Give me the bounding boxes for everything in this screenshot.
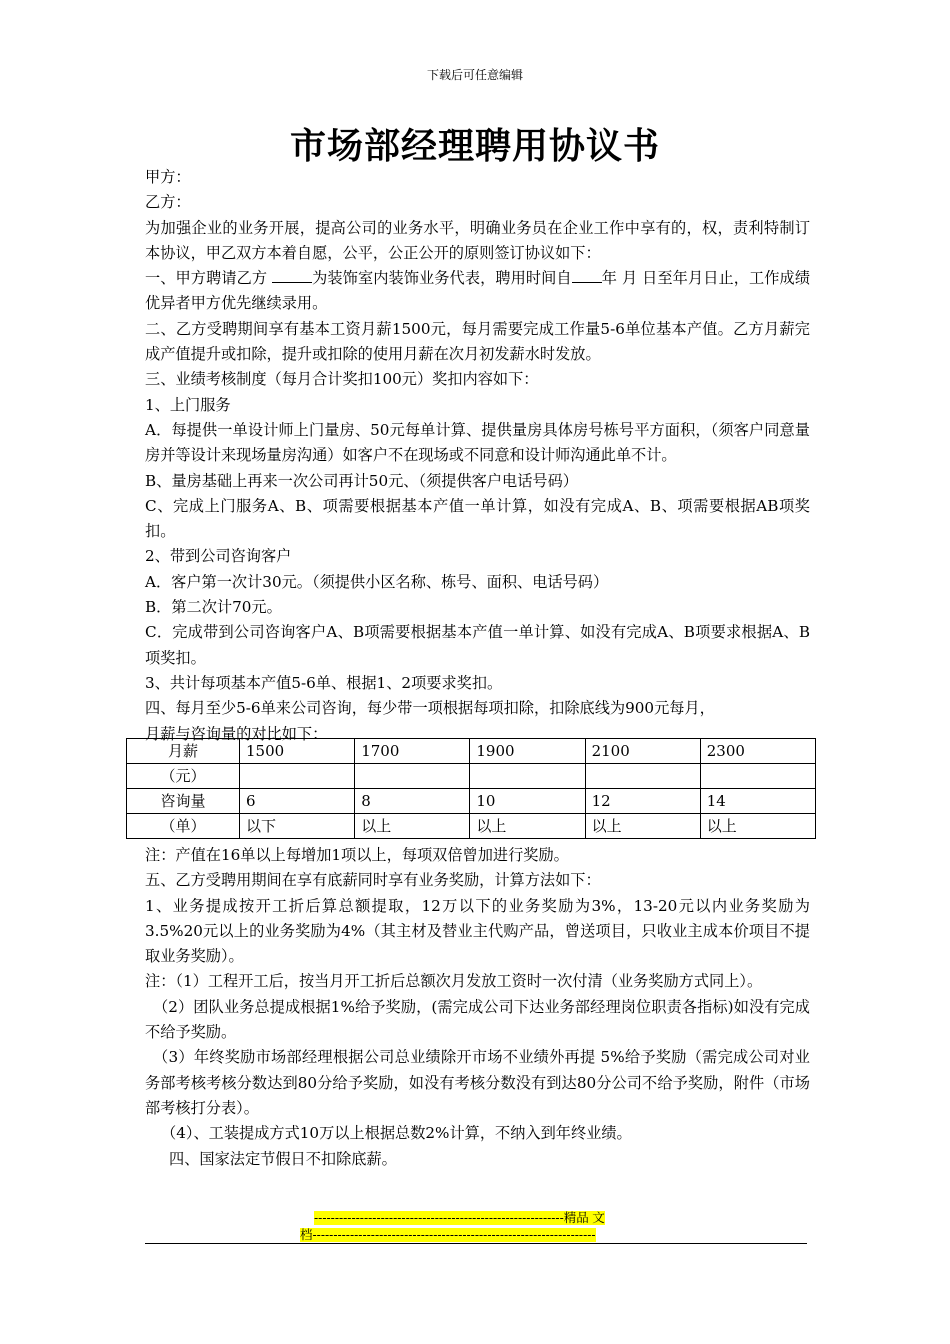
table-cell [470, 764, 585, 789]
footer-line-2: 档-------------------------------------------------------------------- [300, 1228, 596, 1242]
party-b-line: 乙方： [145, 193, 191, 212]
item-2-b: B．第二次计70元。 [145, 598, 282, 617]
table-cell: 6 [240, 789, 355, 814]
table-cell [355, 764, 470, 789]
blank-underline [272, 266, 312, 283]
salary-consultation-table [126, 738, 816, 839]
clause-2: 二、乙方受聘期间享有基本工资月薪1500元，每月需要完成工作量5-6单位基本产值。乙方月薪完成产值提升或扣除，提升或扣除的使用月薪在次月初发薪水时发放。 [145, 319, 810, 364]
item-3: 3、共计每项基本产值5-6单、根据1、2项要求奖扣。 [145, 673, 503, 692]
note-4: （4）、工装提成方式10万以上根据总数2%计算，不纳入到年终业绩。 [161, 1124, 632, 1143]
table-cell: 以上 [470, 814, 585, 839]
table-cell: 14 [700, 789, 815, 814]
party-a-line: 甲方： [145, 168, 191, 186]
table-row [127, 814, 816, 839]
clause-holidays: 四、国家法定节假日不扣除底薪。 [169, 1149, 397, 1168]
footer-line-1: ------------------------------------------------------------精品 文 [314, 1211, 605, 1225]
agreement-body [145, 165, 810, 747]
table-cell [240, 764, 355, 789]
table-cell: 2300 [700, 739, 815, 764]
clause-1-part-b: 为装饰室内装饰业务代表，聘用时间自 [312, 269, 572, 288]
agreement-body-continued [145, 843, 810, 1172]
table-cell: 2100 [585, 739, 700, 764]
preamble: 为加强企业的业务开展，提高公司的业务水平，明确业务员在企业工作中享有的，权，责利特制订本协议，甲乙双方本着自愿，公平，公正公开的原则签订协议如下： [145, 218, 810, 262]
item-1-heading: 1、上门服务 [145, 395, 231, 414]
table-cell: 1500 [240, 739, 355, 764]
table-cell: 以上 [700, 814, 815, 839]
clause-3: 三、业绩考核制度（每月合计奖扣100元）奖扣内容如下： [145, 370, 539, 389]
table-cell: （单） [127, 814, 240, 839]
item-1-a: A．每提供一单设计师上门量房、50元每单计算、提供量房具体房号栋号平方面积，（须客户同意量房并等设计来现场量房沟通）如客户不在现场或不同意和设计师沟通此单不计。 [145, 420, 810, 465]
item-1-b: B、量房基础上再来一次公司再计50元、（须提供客户电话号码） [145, 471, 578, 490]
table-cell: 10 [470, 789, 585, 814]
document-title: 市场部经理聘用协议书 [289, 125, 660, 167]
note-1: 注：（1）工程开工后，按当月开工折后总额次月发放工资时一次付清（业务奖励方式同上）。 [145, 972, 763, 991]
clause-5: 五、乙方受聘用期间在享有底薪同时享有业务奖励，计算方法如下： [145, 871, 601, 890]
footer-watermark [300, 1210, 605, 1244]
header-note: 下载后可任意编辑 [426, 68, 523, 82]
item-1-c: C、完成上门服务A、B、项需要根据基本产值一单计算，如没有完成A、B、项需要根据AB项奖扣。 [145, 496, 810, 541]
table-row [127, 789, 816, 814]
table-cell: 1700 [355, 739, 470, 764]
table-cell [585, 764, 700, 789]
table-cell: 咨询量 [127, 789, 240, 814]
table-note: 注：产值在16单以上每增加1项以上，每项双倍曾加进行奖励。 [145, 846, 569, 864]
clause-5-item-1: 1、业务提成按开工折后算总额提取，12万以下的业务奖励为3%，13-20元以内业务奖励为3.5%20元以上的业务奖励为4%（其主材及替业主代购产品，曾送项目，只收业主成本价项目不提取业务奖励）。 [145, 896, 810, 966]
item-2-a: A．客户第一次计30元。（须提供小区名称、栋号、面积、电话号码） [145, 572, 609, 591]
note-3: （3）年终奖励市场部经理根据公司总业绩除开市场不业绩外再提 5%给予奖励（需完成公司对业务部考核考核分数达到80分给予奖励，如没有考核分数没有到达80分公司不给予奖励，附件（市场部考核打分表）。 [145, 1048, 810, 1117]
clause-1 [145, 266, 810, 317]
item-2-c: C．完成带到公司咨询客户A、B项需要根据基本产值一单计算、如没有完成A、B项要求根据A、B项奖扣。 [145, 623, 810, 667]
table-cell: 以上 [585, 814, 700, 839]
clause-4: 四、每月至少5-6单来公司咨询，每少带一项根据每项扣除，扣除底线为900元每月， [145, 699, 715, 718]
table-intro: 月薪与咨询量的对比如下： [145, 724, 328, 743]
blank-underline [572, 266, 602, 283]
table-cell: 1900 [470, 739, 585, 764]
table-cell: （元） [127, 764, 240, 789]
clause-1-part-c: 年 月 日至年月日止，工作成绩优异者甲方优先继续录用。 [145, 269, 811, 313]
note-2: （2）团队业务总提成根据1%给予奖励，(需完成公司下达业务部经理岗位职责各指标)如没有完成不给予奖励。 [145, 997, 810, 1042]
table-cell: 12 [585, 789, 700, 814]
table-cell: 以上 [355, 814, 470, 839]
item-2-heading: 2、带到公司咨询客户 [145, 547, 292, 566]
table-row [127, 739, 816, 764]
table-cell: 以下 [240, 814, 355, 839]
table-cell [700, 764, 815, 789]
table-row [127, 764, 816, 789]
table-cell: 月薪 [127, 739, 240, 764]
table-cell: 8 [355, 789, 470, 814]
clause-1-part-a: 一、甲方聘请乙方 [145, 269, 273, 288]
footer-divider [145, 1243, 807, 1244]
